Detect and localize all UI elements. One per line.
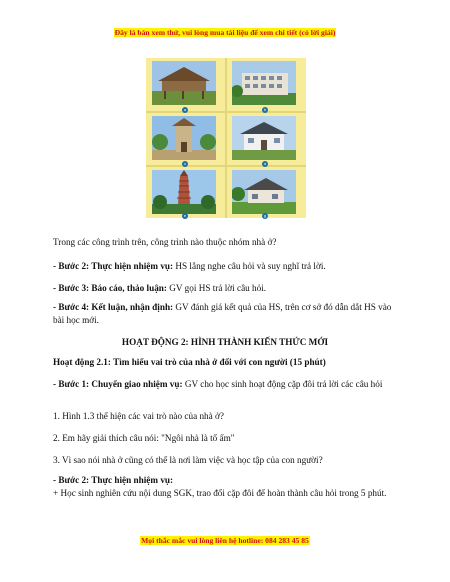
question-1: 1. Hình 1.3 thể hiện các vai trò nào của nhà ở? bbox=[53, 411, 224, 421]
pagoda-gate-photo bbox=[152, 116, 216, 160]
step3-paragraph bbox=[53, 282, 401, 295]
figure-label-d: d bbox=[263, 161, 267, 166]
figure-label-b: b bbox=[263, 107, 267, 112]
step2-label: - Bước 2: Thực hiện nhiệm vụ: bbox=[53, 261, 174, 271]
figure-label-c: c bbox=[184, 161, 186, 166]
figure-label-a: a bbox=[183, 107, 187, 112]
step1-text: GV cho học sinh hoạt động cặp đôi trả lời các câu hỏi bbox=[182, 379, 383, 389]
step1-label: - Bước 1: Chuyển giao nhiệm vụ: bbox=[53, 379, 183, 389]
step2-paragraph bbox=[53, 260, 401, 273]
step2b-label-text: - Bước 2: Thực hiện nhiệm vụ: bbox=[53, 475, 174, 485]
villa-photo bbox=[232, 116, 296, 160]
question-text: Trong các công trình trên, công trình nào thuộc nhóm nhà ở? bbox=[53, 237, 277, 247]
question-2: 2. Em hãy giải thích câu nói: "Ngôi nhà là tổ ấm" bbox=[53, 433, 235, 443]
step1-paragraph bbox=[53, 378, 401, 391]
section-title: HOẠT ĐỘNG 2: HÌNH THÀNH KIẾN THỨC MỚI bbox=[121, 337, 329, 347]
tower-pagoda-photo bbox=[152, 170, 216, 214]
step4-label: - Bước 4: Kết luận, nhận định: bbox=[53, 302, 174, 312]
header-notice-text: Đây là bản xem thử, vui lòng mua tài liệu để xem chi tiết (có lời giải) bbox=[114, 28, 336, 37]
question-3: 3. Vì sao nói nhà ở cũng có thể là nơi làm việc và học tập của con người? bbox=[53, 455, 323, 465]
buildings-figure bbox=[146, 58, 306, 218]
step2-text: HS lắng nghe câu hỏi và suy nghĩ trả lời. bbox=[173, 261, 326, 271]
activity-title bbox=[53, 356, 401, 369]
step3-text: GV gọi HS trả lời câu hỏi. bbox=[166, 283, 267, 293]
step4-text: GV đánh giá kết quả của HS, trên cơ sở đó dẫn dắt HS vào bài học mới. bbox=[53, 302, 392, 325]
stilt-house-photo bbox=[152, 61, 216, 105]
step2b-text: + Học sinh nghiên cứu nội dung SGK, trao đổi cặp đôi để hoàn thành câu hỏi trong 5 phút. bbox=[53, 488, 387, 498]
header-notice bbox=[0, 28, 450, 37]
cottage-photo bbox=[232, 170, 296, 214]
footer-notice-text: Mọi thắc mắc vui lòng liên hệ hotline: 084 283 45 85 bbox=[141, 536, 309, 545]
footer-notice bbox=[0, 536, 450, 545]
figure-label-e: e bbox=[183, 213, 187, 218]
figure-label-g: g bbox=[263, 213, 267, 218]
step2b-label bbox=[53, 474, 401, 487]
step3-label: - Bước 3: Báo cáo, thảo luận: bbox=[53, 283, 167, 293]
step4-paragraph bbox=[53, 301, 401, 327]
school-building-photo bbox=[232, 61, 296, 105]
activity-title-text: Hoạt động 2.1: Tìm hiểu vai trò của nhà ở đối với con người (15 phút) bbox=[53, 357, 326, 367]
